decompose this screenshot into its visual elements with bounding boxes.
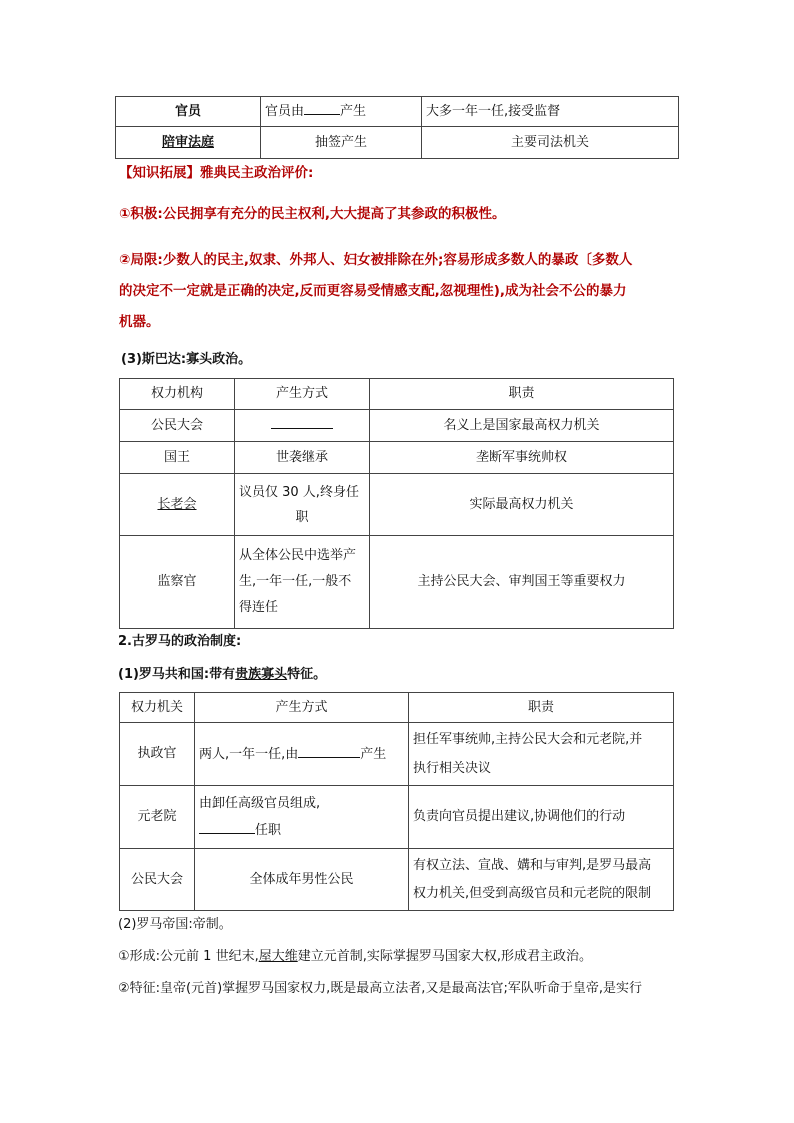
sparta-header-duty: 职责: [370, 379, 674, 410]
empire-formation: ①形成:公元前 1 世纪末,屋大维建立元首制,实际掌握罗马国家大权,形成君主政治。: [118, 949, 592, 964]
sparta-ephors-duty: 主持公民大会、审判国王等重要权力: [370, 536, 674, 629]
sparta-assembly: 公民大会: [120, 410, 235, 442]
empire-heading: (2)罗马帝国:帝制。: [118, 917, 232, 932]
rome-header-institution: 权力机关: [120, 693, 195, 723]
sparta-council: 长老会: [120, 474, 235, 536]
rome-header-method: 产生方式: [195, 693, 409, 723]
rome-senate-method: 由卸任高级官员组成, 任职: [195, 786, 409, 849]
rome-senate: 元老院: [120, 786, 195, 849]
sparta-header-institution: 权力机构: [120, 379, 235, 410]
republic-heading: (1)罗马共和国:带有贵族寡头特征。: [118, 667, 327, 682]
athens-table: [115, 96, 679, 159]
sparta-king: 国王: [120, 442, 235, 474]
rome-senate-duty: 负责向官员提出建议,协调他们的行动: [409, 786, 674, 849]
sparta-council-duty: 实际最高权力机关: [370, 474, 674, 536]
sparta-assembly-method: [235, 410, 370, 442]
sparta-king-method: 世袭继承: [235, 442, 370, 474]
rome-consuls-method: 两人,一年一任,由 产生: [195, 723, 409, 786]
rome-assembly-method: 全体成年男性公民: [195, 849, 409, 911]
sparta-council-method: 议员仅 30 人,终身任 职: [235, 474, 370, 536]
sparta-ephors: 监察官: [120, 536, 235, 629]
extension-limitation: ②局限:少数人的民主,奴隶、外邦人、妇女被排除在外;容易形成多数人的暴政〔多数人 的决定不一定就是正确的决定,反而更容易受情感支配,忽视理性),成为社会不公的暴力 机器。: [119, 252, 633, 330]
rome-heading: 2.古罗马的政治制度:: [118, 634, 242, 649]
sparta-heading: (3)斯巴达:寡头政治。: [121, 352, 252, 367]
sparta-table: [119, 378, 674, 629]
cell-officials-method: 官员由 产生: [261, 97, 422, 127]
rome-consuls-duty: 担任军事统帅,主持公民大会和元老院,并 执行相关决议: [409, 723, 674, 786]
cell-jury-method: 抽签产生: [261, 127, 422, 159]
rome-assembly-duty: 有权立法、宣战、媾和与审判,是罗马最高 权力机关,但受到高级官员和元老院的限制: [409, 849, 674, 911]
cell-jury-duty: 主要司法机关: [422, 127, 679, 159]
sparta-king-duty: 垄断军事统帅权: [370, 442, 674, 474]
extension-title: 【知识拓展】雅典民主政治评价:: [119, 165, 314, 181]
cell-officials: 官员: [116, 97, 261, 127]
cell-jury-court: 陪审法庭: [116, 127, 261, 159]
empire-features: ②特征:皇帝(元首)掌握罗马国家权力,既是最高立法者,又是最高法官;军队听命于皇帝,是实行: [118, 981, 642, 996]
rome-assembly: 公民大会: [120, 849, 195, 911]
sparta-assembly-duty: 名义上是国家最高权力机关: [370, 410, 674, 442]
sparta-ephors-method: 从全体公民中选举产 生,一年一任,一般不 得连任: [235, 536, 370, 629]
cell-officials-duty: 大多一年一任,接受监督: [422, 97, 679, 127]
rome-consuls: 执政官: [120, 723, 195, 786]
republic-table: [119, 692, 674, 911]
rome-header-duty: 职责: [409, 693, 674, 723]
sparta-header-method: 产生方式: [235, 379, 370, 410]
extension-positive: ①积极:公民拥享有充分的民主权利,大大提高了其参政的积极性。: [119, 206, 506, 222]
